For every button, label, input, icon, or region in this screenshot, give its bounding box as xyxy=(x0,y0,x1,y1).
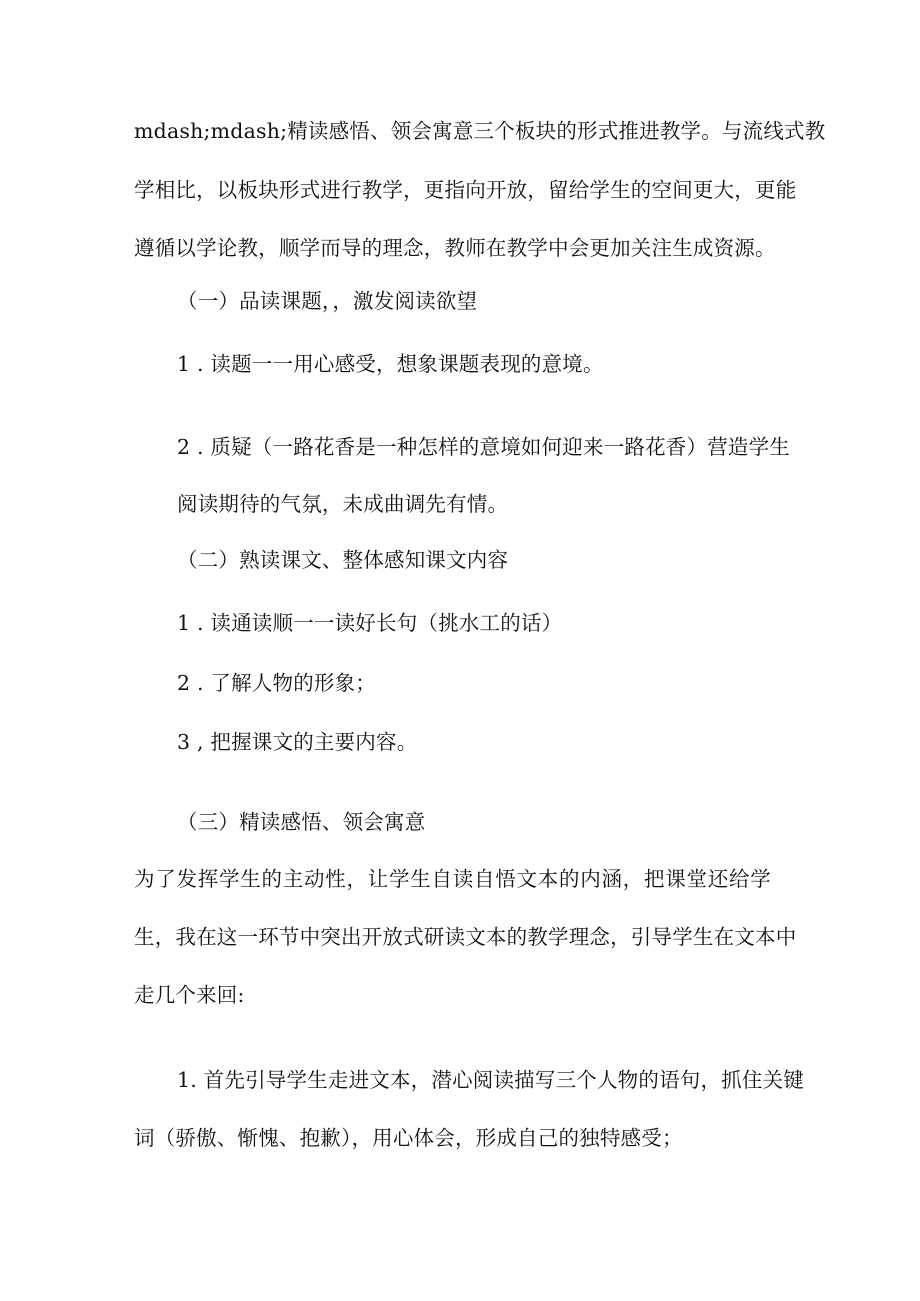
section-1-item-2-line-2: 阅读期待的气氛，未成曲调先有情。 xyxy=(177,492,509,516)
section-3-item-1-line-1: 1. 首先引导学生走进文本，潜心阅读描写三个人物的语句，抓住关键 xyxy=(177,1068,804,1092)
intro-line-1: mdash;mdash;精读感悟、领会寓意三个板块的形式推进教学。与流线式教 xyxy=(134,119,826,143)
section-3-para-line-3: 走几个来回: xyxy=(134,983,245,1007)
intro-line-3: 遵循以学论教，顺学而导的理念，教师在教学中会更加关注生成资源。 xyxy=(134,236,776,260)
intro-line-2: 学相比，以板块形式进行教学，更指向开放，留给学生的空间更大，更能 xyxy=(134,178,797,202)
section-3-heading: （三）精读感悟、领会寓意 xyxy=(177,810,426,834)
section-1-item-1: 1 . 读题一一用心感受，想象课题表现的意境。 xyxy=(177,352,604,376)
section-2-item-2: 2 . 了解人物的形象； xyxy=(177,671,376,695)
section-1-heading: （一）品读课题，，激发阅读欲望 xyxy=(177,289,478,313)
section-2-item-1: 1 . 读通读顺一一读好长句（挑水工的话） xyxy=(177,611,563,635)
section-1-item-2-line-1: 2 . 质疑（一路花香是一种怎样的意境如何迎来一路花香）营造学生 xyxy=(177,435,790,459)
section-3-para-line-2: 生，我在这一环节中突出开放式研读文本的教学理念，引导学生在文本中 xyxy=(134,925,797,949)
section-3-item-1-line-2: 词（骄傲、惭愧、抱歉），用心体会，形成自己的独特感受； xyxy=(134,1126,683,1150)
section-3-para-line-1: 为了发挥学生的主动性，让学生自读自悟文本的内涵，把课堂还给学 xyxy=(134,867,771,891)
section-2-heading: （二）熟读课文、整体感知课文内容 xyxy=(177,548,509,572)
section-2-item-3: 3 , 把握课文的主要内容。 xyxy=(177,730,418,754)
